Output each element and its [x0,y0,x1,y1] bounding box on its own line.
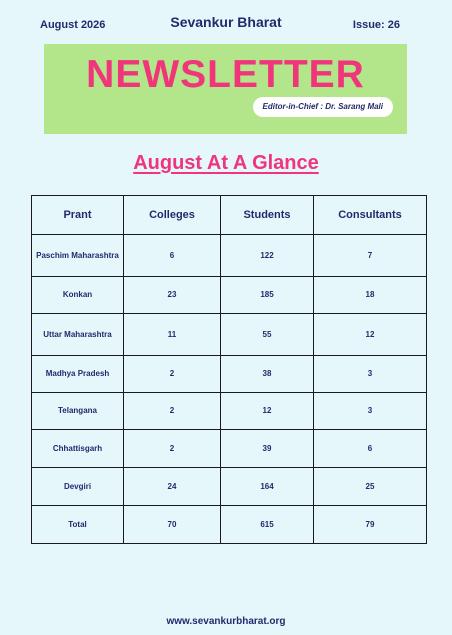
prant-cell: Konkan [32,277,124,314]
colleges-cell: 70 [124,506,221,544]
students-cell: 12 [221,393,314,430]
newsletter-title: NEWSLETTER [86,53,365,96]
students-cell: 39 [221,430,314,468]
consultants-cell: 3 [314,356,427,393]
colleges-cell: 6 [124,235,221,277]
website-url: www.sevankurbharat.org [166,616,286,627]
colleges-cell: 24 [124,468,221,506]
column-header-students: Students [221,196,314,235]
newsletter-banner [44,44,407,134]
students-cell: 615 [221,506,314,544]
table-row [32,314,427,356]
students-cell: 122 [221,235,314,277]
column-header-consultants: Consultants [314,196,427,235]
table-total-row [32,506,427,544]
colleges-cell: 23 [124,277,221,314]
colleges-cell: 2 [124,430,221,468]
table-row [32,235,427,277]
top-bar [0,14,452,36]
prant-cell: Telangana [32,393,124,430]
students-cell: 38 [221,356,314,393]
table-row [32,430,427,468]
colleges-cell: 2 [124,393,221,430]
consultants-cell: 79 [314,506,427,544]
prant-cell: Devgiri [32,468,124,506]
editor-in-chief-label: Editor-in-Chief : Dr. Sarang Mali [253,97,393,117]
issue-date: August 2026 [40,19,106,31]
column-header-prant: Prant [32,196,124,235]
prant-cell: Madhya Pradesh [32,356,124,393]
consultants-cell: 3 [314,393,427,430]
table-row [32,393,427,430]
column-header-colleges: Colleges [124,196,221,235]
prant-cell: Uttar Maharashtra [32,314,124,356]
consultants-cell: 25 [314,468,427,506]
table-header-row [32,196,427,235]
colleges-cell: 11 [124,314,221,356]
issue-number: Issue: 26 [352,19,400,31]
stats-table [31,195,427,544]
prant-cell: Chhattisgarh [32,430,124,468]
organization-name: Sevankur Bharat [170,14,282,30]
consultants-cell: 18 [314,277,427,314]
table-row [32,277,427,314]
prant-cell: Paschim Maharashtra [32,235,124,277]
students-cell: 164 [221,468,314,506]
consultants-cell: 6 [314,430,427,468]
table-row [32,468,427,506]
colleges-cell: 2 [124,356,221,393]
consultants-cell: 7 [314,235,427,277]
consultants-cell: 12 [314,314,427,356]
students-cell: 185 [221,277,314,314]
section-heading: August At A Glance [133,152,319,174]
students-cell: 55 [221,314,314,356]
prant-cell: Total [32,506,124,544]
table-row [32,356,427,393]
